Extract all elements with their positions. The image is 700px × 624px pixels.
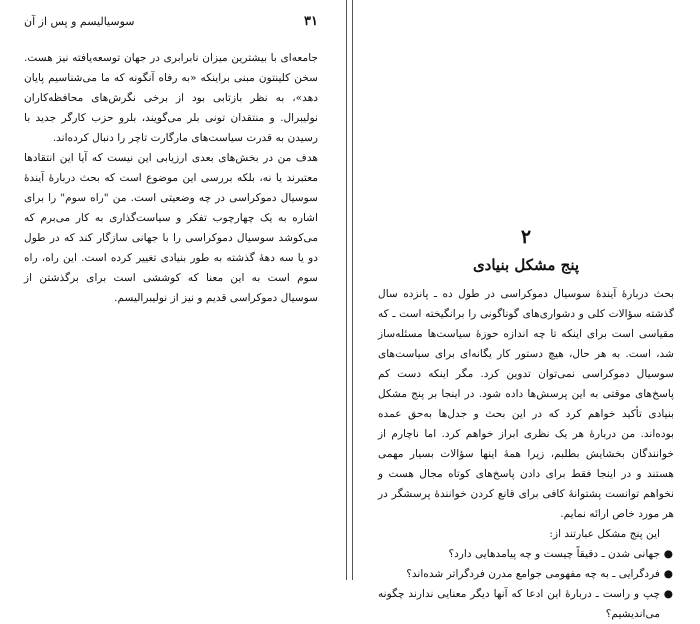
- list-item: ● جهانی شدن ـ دقیقاً چیست و چه پیامدهایی دارد؟: [378, 544, 660, 564]
- paragraph: جامعه‌ای با بیشترین میزان نابرابری در جهان توسعه‌یافته نیز هست. سخن کلینتون مبنی براینکه «به رفاه آنگونه که ما می‌شناسیم پایان دهد»، به نظر بازتابی بود از برخی نگرش‌های محافظه‌کاران نولیبرال. و منتقدان تونی بلر می‌گویند، بلرو حزب کارگر جدید با رسیدن به قدرت سیاست‌های مارگارت تاچر را دنبال کرده‌اند.: [24, 52, 318, 144]
- left-page-body: [24, 48, 318, 308]
- bullet-icon: ●: [663, 568, 673, 580]
- bullet-icon: ●: [663, 548, 673, 560]
- bullet-list: [378, 544, 674, 624]
- chapter-title: پنج مشکل بنیادی: [472, 256, 580, 274]
- list-item: ● چپ و راست ـ دربارهٔ این ادعا که آنها دیگر معنایی ندارند چگونه می‌اندیشیم؟: [378, 584, 660, 624]
- list-intro: این پنج مشکل عبارتند از:: [549, 528, 660, 540]
- page-number: ۳۱: [304, 13, 318, 29]
- list-item: ● فردگرایی ـ به چه مفهومی جوامع مدرن فردگراتر شده‌اند؟: [378, 564, 660, 584]
- running-head-title: سوسیالیسم و پس از آن: [24, 14, 135, 28]
- right-page: [354, 0, 700, 620]
- running-header: [24, 12, 318, 30]
- left-page: [0, 0, 346, 580]
- page-gutter-line: [346, 0, 347, 580]
- paragraph: هدف من در بخش‌های بعدی ارزیابی این نیست که آیا این انتقادها معتبرند یا نه، بلکه بررسی این موضوع است که بحث دربارهٔ آیندهٔ سوسیال دموکراسی در چه وضعیتی است. من "راه سوم" را برای اشاره به یک چهارچوب تفکر و سیاست‌گذاری به کار می‌برم که می‌کوشد سوسیال دموکراسی را با جهانی سازگار کند که در طول دو یا سه دههٔ گذشته به طور بنیادی تغییر کرده است. این راه، راه سوم است به این معنا که کوششی است برای برگذشتن از سوسیال دموکراسی قدیم و نیز از نولیبرالیسم.: [24, 152, 318, 304]
- chapter-number: ۲: [520, 226, 532, 248]
- bullet-icon: ●: [663, 588, 673, 600]
- page-gutter-line: [352, 0, 353, 580]
- paragraph: بحث دربارهٔ آیندهٔ سوسیال دموکراسی در طول ده ـ پانزده سال گذشته سؤالات کلی و دشواری‌های گوناگونی را برانگیخته است ـ که مقیاسی است برای اینکه تا چه اندازه حوزهٔ سیاست‌ها مسئله‌ساز شد، است. به هر حال، هیچ دستور کار یگانه‌ای برای سیاست‌های سوسیال دموکراسی نمی‌توان تدوین کرد. مگر اینکه دست کم پاسخ‌های موقتی به این پرسش‌ها داده شود. در اینجا بر پنج مشکل بنیادی تأکید خواهم کرد که در این بحث و جدل‌ها به‌حق عمده بوده‌اند. من دربارهٔ هر یک نظری ابراز خواهم کرد. اما ناچارم از خوانندگان بخشایش بطلبم، زیرا همهٔ اینها سؤالات بسیار مهمی هستند و در اینجا فقط برای دادن پاسخ‌های کوتاه مجال هست و نخواهم توانست پشتوانهٔ کافی برای قانع کردن خوانندهٔ پرسشگر در هر مورد خاص ارائه نمایم.: [378, 288, 674, 520]
